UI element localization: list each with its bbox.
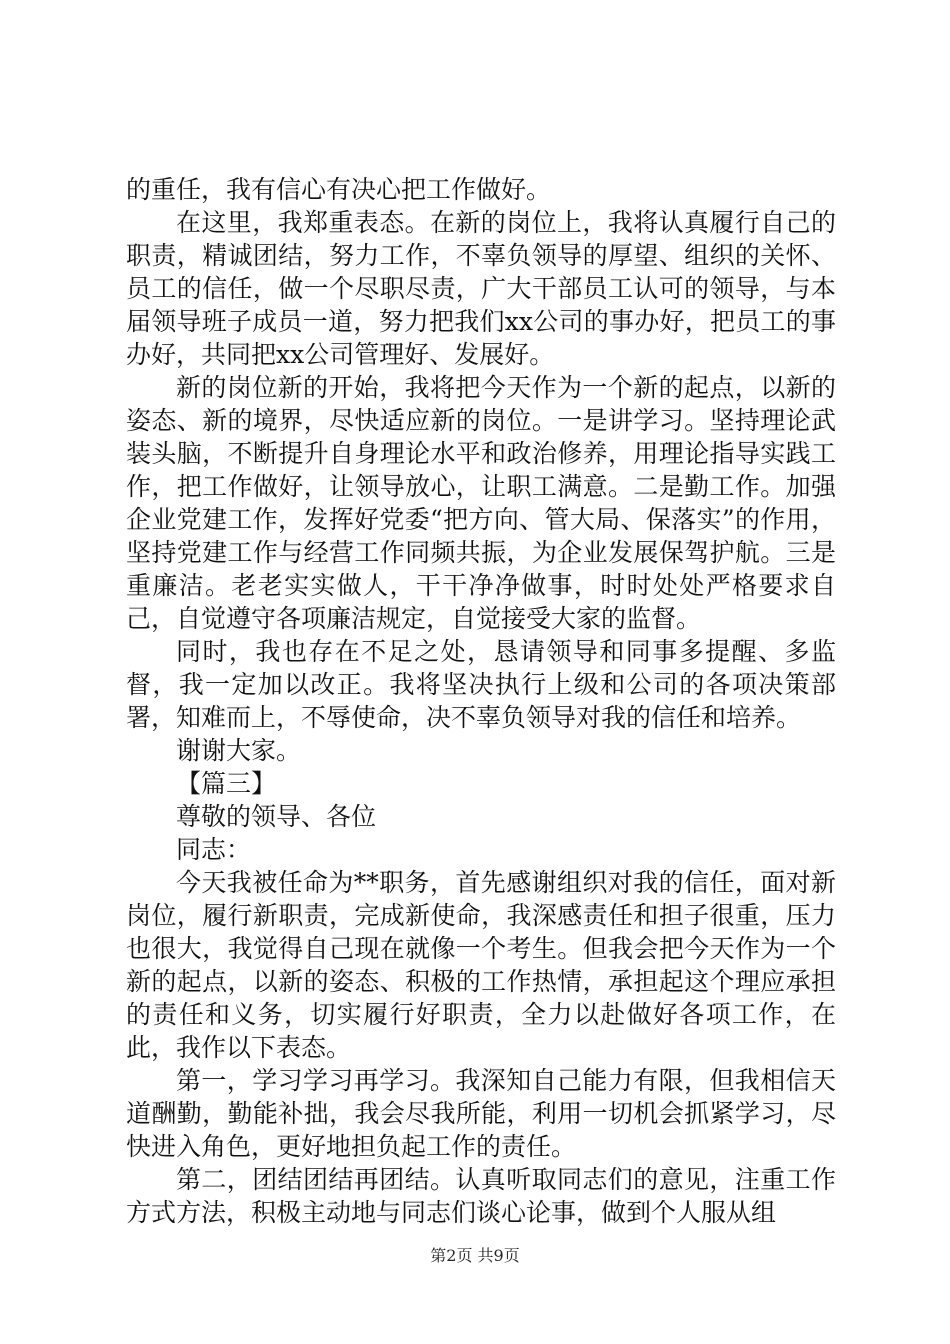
salutation-line-1: 尊敬的领导、各位 (176, 802, 377, 831)
paragraph-second-point: 第二，团结团结再团结。认真听取同志们的意见，注重工作方式方法，积极主动地与同志们谈心论事，做到个人服从组 (126, 1165, 836, 1227)
section-heading: 【篇三】 (176, 769, 277, 798)
paragraph-first-point: 第一，学习学习再学习。我深知自己能力有限，但我相信天道酬勤，勤能补拙，我会尽我所能，利用一切机会抓紧学习，尽快进入角色，更好地担负起工作的责任。 (126, 1066, 836, 1161)
paragraph-1: 的重任，我有信心有决心把工作做好。 (126, 175, 552, 204)
paragraph-thanks: 谢谢大家。 (176, 736, 302, 765)
paragraph-3: 新的岗位新的开始，我将把今天作为一个新的起点，以新的姿态、新的境界，尽快适应新的岗位。一是讲学习。坚持理论武装头脑，不断提升自身理论水平和政治修养，用理论指导实践工作，把工作做好，让领导放心，让职工满意。二是勤工作。加强企业党建工作，发挥好党委“把方向、管大局、保落实”的作用，坚持党建工作与经营工作同频共振，为企业发展保驾护航。三是重廉洁。老老实实做人，干干净净做事，时时处处严格要求自己，自觉遵守各项廉洁规定，自觉接受大家的监督。 (126, 373, 836, 633)
paragraph-appointment: 今天我被任命为**职务，首先感谢组织对我的信任，面对新岗位，履行新职责，完成新使命，我深感责任和担子很重，压力也很大，我觉得自己现在就像一个考生。但我会把今天作为一个新的起点，以新的姿态、积极的工作热情，承担起这个理应承担的责任和义务，切实履行好职责，全力以赴做好各项工作，在此，我作以下表态。 (126, 868, 836, 1062)
salutation-line-2: 同志： (176, 835, 252, 864)
document-body (126, 173, 836, 1229)
paragraph-2: 在这里，我郑重表态。在新的岗位上，我将认真履行自己的职责，精诚团结，努力工作，不辜负领导的厚望、组织的关怀、员工的信任，做一个尽职尽责，广大干部员工认可的领导，与本届领导班子成员一道，努力把我们xx公司的事办好，把员工的事办好，共同把xx公司管理好、发展好。 (126, 208, 836, 369)
page-number-footer: 第2页 共9页 (430, 1246, 520, 1265)
paragraph-4: 同时，我也存在不足之处，恳请领导和同事多提醒、多监督，我一定加以改正。我将坚决执行上级和公司的各项决策部署，知难而上，不辱使命，决不辜负领导对我的信任和培养。 (126, 637, 836, 732)
